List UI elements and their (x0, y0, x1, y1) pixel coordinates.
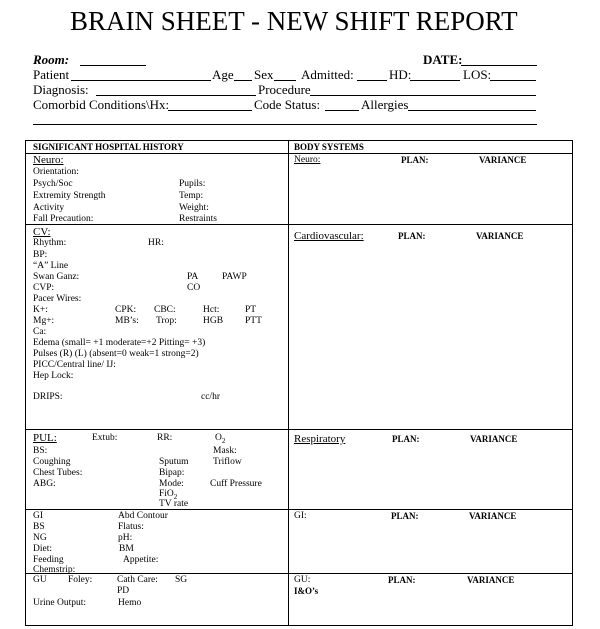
ng-label: NG (33, 533, 47, 543)
triflow-label: Triflow (213, 457, 242, 467)
los-line[interactable] (490, 80, 536, 81)
procedure-label: Procedure (258, 82, 311, 97)
urine-output-label: Urine Output: (33, 598, 87, 608)
fio2-label: FiO$_2$ (159, 489, 178, 501)
cv-variance-label: VARIANCE (476, 231, 524, 241)
history-column-header: SIGNIFICANT HOSPITAL HISTORY (33, 142, 184, 152)
abg-label: ABG: (33, 479, 56, 489)
k-label: K+: (33, 305, 48, 315)
extub-label: Extub: (92, 433, 118, 443)
patient-label: Patient (33, 67, 70, 82)
date-label: DATE: (423, 52, 463, 67)
flatus-label: Flatus: (118, 522, 144, 532)
gu-system-title: GU: (294, 575, 311, 585)
pul-divider (26, 509, 572, 510)
chemstrip-label: Chemstrip: (33, 565, 76, 575)
mg-label: Mg+: (33, 316, 55, 326)
pul-title: PUL: (33, 432, 57, 444)
sex-label: Sex (254, 67, 274, 82)
sg-label: SG (175, 575, 188, 585)
feeding-label: Feeding (33, 555, 64, 565)
bipap-label: Bipap: (159, 468, 185, 478)
mbs-label: MB’s: (115, 316, 139, 326)
pa-label: PA (187, 272, 199, 282)
gu-label: GU (33, 575, 47, 585)
diagnosis-line[interactable] (96, 95, 256, 96)
pawp-label: PAWP (222, 272, 247, 282)
admitted-label: Admitted: (301, 67, 354, 82)
admitted-line[interactable] (357, 80, 387, 81)
ptt-label: PTT (245, 316, 262, 326)
sputum-label: Sputum (159, 457, 189, 467)
temp-label: Temp: (179, 191, 204, 201)
mask-label: Mask: (213, 446, 237, 456)
comorbid-label: Comorbid Conditions\Hx: (33, 97, 170, 112)
hr-label: HR: (148, 238, 164, 248)
pacer-label: Pacer Wires: (33, 294, 82, 304)
o2-label: $O_2$ (215, 433, 226, 445)
cpk-label: CPK: (115, 305, 137, 315)
coughing-label: Coughing (33, 457, 71, 467)
neuro-system-title: Neuro: (294, 155, 321, 165)
neuro-variance-label: VARIANCE (479, 155, 527, 165)
pd-label: PD (117, 586, 130, 596)
activity-label: Activity (33, 203, 65, 213)
report-grid (25, 140, 573, 626)
hgb-label: HGB (203, 316, 224, 326)
los-label: LOS: (463, 67, 492, 82)
cvp-label: CVP: (33, 283, 55, 293)
trop-label: Trop: (156, 316, 177, 326)
gi-divider (26, 573, 572, 574)
extremity-label: Extremity Strength (33, 191, 106, 201)
neuro-title: Neuro: (33, 154, 64, 166)
gi-bs-label: BS (33, 522, 45, 532)
fio2-subscript: 2 (173, 492, 178, 501)
page-title: BRAIN SHEET - NEW SHIFT REPORT (70, 6, 518, 36)
pulses-label: Pulses (R) (L) (absent=0 weak=1 strong=2) (33, 349, 199, 359)
age-line[interactable] (234, 80, 252, 81)
pupils-label: Pupils: (179, 179, 206, 189)
hd-label: HD: (389, 67, 412, 82)
gu-variance-label: VARIANCE (467, 575, 515, 585)
cath-care-label: Cath Care: (117, 575, 158, 585)
room-line[interactable] (80, 65, 146, 66)
code-status-line[interactable] (325, 110, 359, 111)
hep-lock-label: Hep Lock: (33, 371, 74, 381)
diagnosis-label: Diagnosis: (33, 82, 89, 97)
resp-variance-label: VARIANCE (470, 434, 518, 444)
age-label: Age (212, 67, 234, 82)
comorbid-line[interactable] (168, 110, 252, 111)
gi-plan-label: PLAN: (391, 511, 419, 521)
gi-variance-label: VARIANCE (469, 511, 517, 521)
weight-label: Weight: (179, 203, 209, 213)
bp-label: BP: (33, 250, 48, 260)
gu-plan-label: PLAN: (388, 575, 416, 585)
appetite-label: Appetite: (123, 555, 159, 565)
abd-contour-label: Abd Contour (118, 511, 168, 521)
procedure-line[interactable] (310, 95, 536, 96)
code-status-label: Code Status: (254, 97, 321, 112)
gi-label: GI (33, 511, 44, 521)
sex-line[interactable] (274, 80, 296, 81)
body-systems-column-header: BODY SYSTEMS (294, 142, 364, 152)
tv-rate-label: TV rate (159, 499, 189, 509)
room-label: Room: (33, 52, 70, 67)
foley-label: Foley: (68, 575, 93, 585)
date-line[interactable] (461, 65, 537, 66)
neuro-plan-label: PLAN: (401, 155, 429, 165)
drips-label: DRIPS: (33, 392, 63, 402)
cbc-label: CBC: (154, 305, 176, 315)
neuro-divider (26, 224, 572, 225)
cardiovascular-system-title: Cardiovascular: (294, 230, 364, 242)
pul-bs-label: BS: (33, 446, 48, 456)
cv-title: CV: (33, 226, 51, 238)
ph-label: pH: (118, 533, 133, 543)
resp-plan-label: PLAN: (392, 434, 420, 444)
io-label: I&O’s (294, 586, 319, 596)
psych-label: Psych/Soc (33, 179, 73, 189)
picc-label: PICC/Central line/ IJ: (33, 360, 116, 370)
hd-line[interactable] (410, 80, 460, 81)
pt-label: PT (245, 305, 257, 315)
extra-line[interactable] (33, 124, 537, 125)
restraints-label: Restraints (179, 214, 217, 224)
cchr-label: cc/hr (201, 392, 220, 402)
cuff-pressure-label: Cuff Pressure (210, 479, 262, 489)
rhythm-label: Rhythm: (33, 238, 67, 248)
co-label: CO (187, 283, 201, 293)
allergies-label: Allergies (361, 97, 409, 112)
allergies-line[interactable] (408, 110, 536, 111)
hct-label: Hct: (203, 305, 220, 315)
cv-divider (26, 429, 572, 430)
bm-label: BM (119, 544, 134, 554)
hemo-label: Hemo (118, 598, 142, 608)
swan-label: Swan Ganz: (33, 272, 80, 282)
rr-label: RR: (157, 433, 173, 443)
diet-label: Diet: (33, 544, 52, 554)
cv-plan-label: PLAN: (398, 231, 426, 241)
chest-tubes-label: Chest Tubes: (33, 468, 83, 478)
column-header-divider (26, 153, 572, 154)
mode-label: Mode: (159, 479, 184, 489)
aline-label: “A” Line (33, 261, 69, 271)
edema-label: Edema (small= +1 moderate=+2 Pitting= +3) (33, 338, 206, 348)
ca-label: Ca: (33, 327, 47, 337)
fall-label: Fall Precaution: (33, 214, 94, 224)
column-divider (288, 141, 289, 625)
patient-line[interactable] (71, 80, 211, 81)
o2-subscript: 2 (221, 436, 226, 445)
respiratory-system-title: Respiratory (294, 433, 346, 445)
gi-system-title: GI: (294, 511, 307, 521)
orientation-label: Orientation: (33, 167, 79, 177)
